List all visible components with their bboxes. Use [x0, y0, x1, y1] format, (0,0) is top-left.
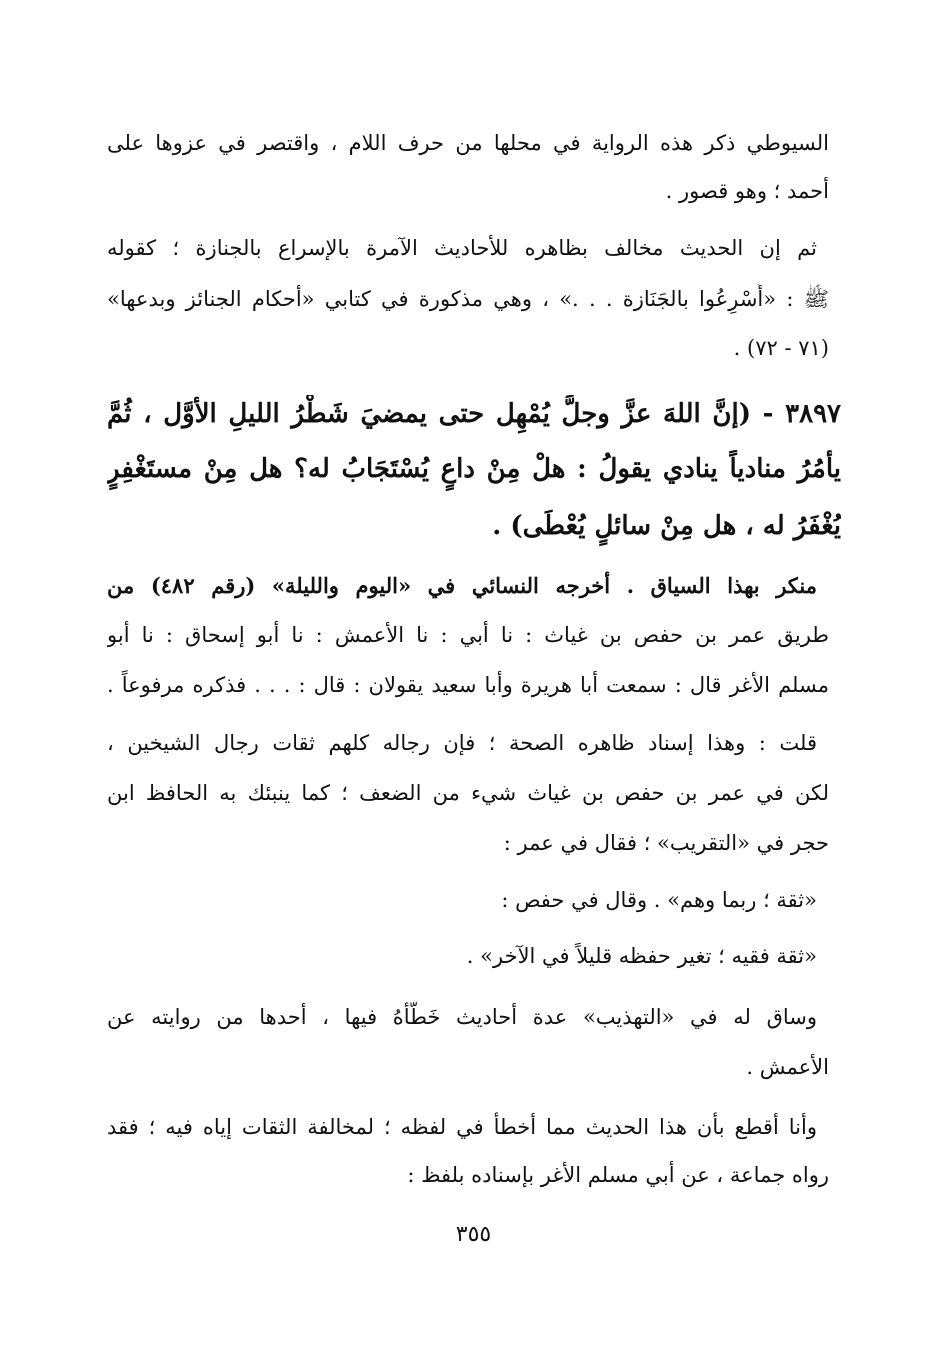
page-number: ٣٥٥ [455, 1222, 492, 1247]
text-line: منكر بهذا السياق . أخرجه النسائي في «اليوم والليلة» (رقم ٤٨٢) من [107, 573, 817, 598]
text-line: أحمد ؛ وهو قصور . [665, 179, 829, 203]
text-line: لكن في عمر بن حفص بن غياث شيء من الضعف ؛ كما ينبئك به الحافظ ابن [107, 781, 829, 805]
text-line: مسلم الأغر قال : سمعت أبا هريرة وأبا سعيد يقولان : قال : . . . فذكره مرفوعاً . [107, 673, 829, 697]
text-line: الأعمش . [746, 1055, 829, 1079]
text-line: وساق له في «التهذيب» عدة أحاديث خَطَّأَهُ فيها ، أحدها من روايته عن [107, 1005, 817, 1029]
text-line: رواه جماعة ، عن أبي مسلم الأغر بإسناده بلفظ : [407, 1163, 829, 1187]
text-line: ثم إن الحديث مخالف بظاهره للأحاديث الآمرة بالإسراع بالجنازة ؛ كقوله [107, 236, 817, 260]
hadith-text-line: يُغْفَرُ له ، هل مِنْ سائلٍ يُعْطَى) . [492, 511, 841, 541]
text-line: (٧١ - ٧٢) . [733, 336, 829, 360]
quote-line: «ثقة ؛ ربما وهم» . وقال في حفص : [501, 888, 817, 912]
text-line: ﷺ : «أَسْرِعُوا بالجَنَازة . . .» ، وهي مذكورة في كتابي «أحكام الجنائز وبدعها» [107, 287, 829, 311]
hadith-heading-line: ٣٨٩٧ - (إنَّ اللهَ عزَّ وجلَّ يُمْهِل حتى يمضيَ شَطْرُ الليلِ الأوَّل ، ثُمَّ [107, 399, 841, 429]
text-line: السيوطي ذكر هذه الرواية في محلها من حرف اللام ، واقتصر في عزوها على [107, 131, 829, 155]
quote-line: «ثقة فقيه ؛ تغير حفظه قليلاً في الآخر» . [466, 944, 817, 968]
text-line: وأنا أقطع بأن هذا الحديث مما أخطأ في لفظه ؛ لمخالفة الثقات إياه فيه ؛ فقد [107, 1115, 817, 1139]
text-line: قلت : وهذا إسناد ظاهره الصحة ؛ فإن رجاله كلهم ثقات رجال الشيخين ، [107, 731, 817, 755]
text-line: حجر في «التقريب» ؛ فقال في عمر : [503, 831, 829, 855]
text-line: طريق عمر بن حفص بن غياث : نا أبي : نا الأعمش : نا أبو إسحاق : نا أبو [107, 623, 829, 647]
hadith-text-line: يأمُرُ منادياً ينادي يقولُ : هلْ مِنْ داعٍ يُسْتَجَابُ له؟ هل مِنْ مستَغْفِرٍ [107, 454, 841, 484]
